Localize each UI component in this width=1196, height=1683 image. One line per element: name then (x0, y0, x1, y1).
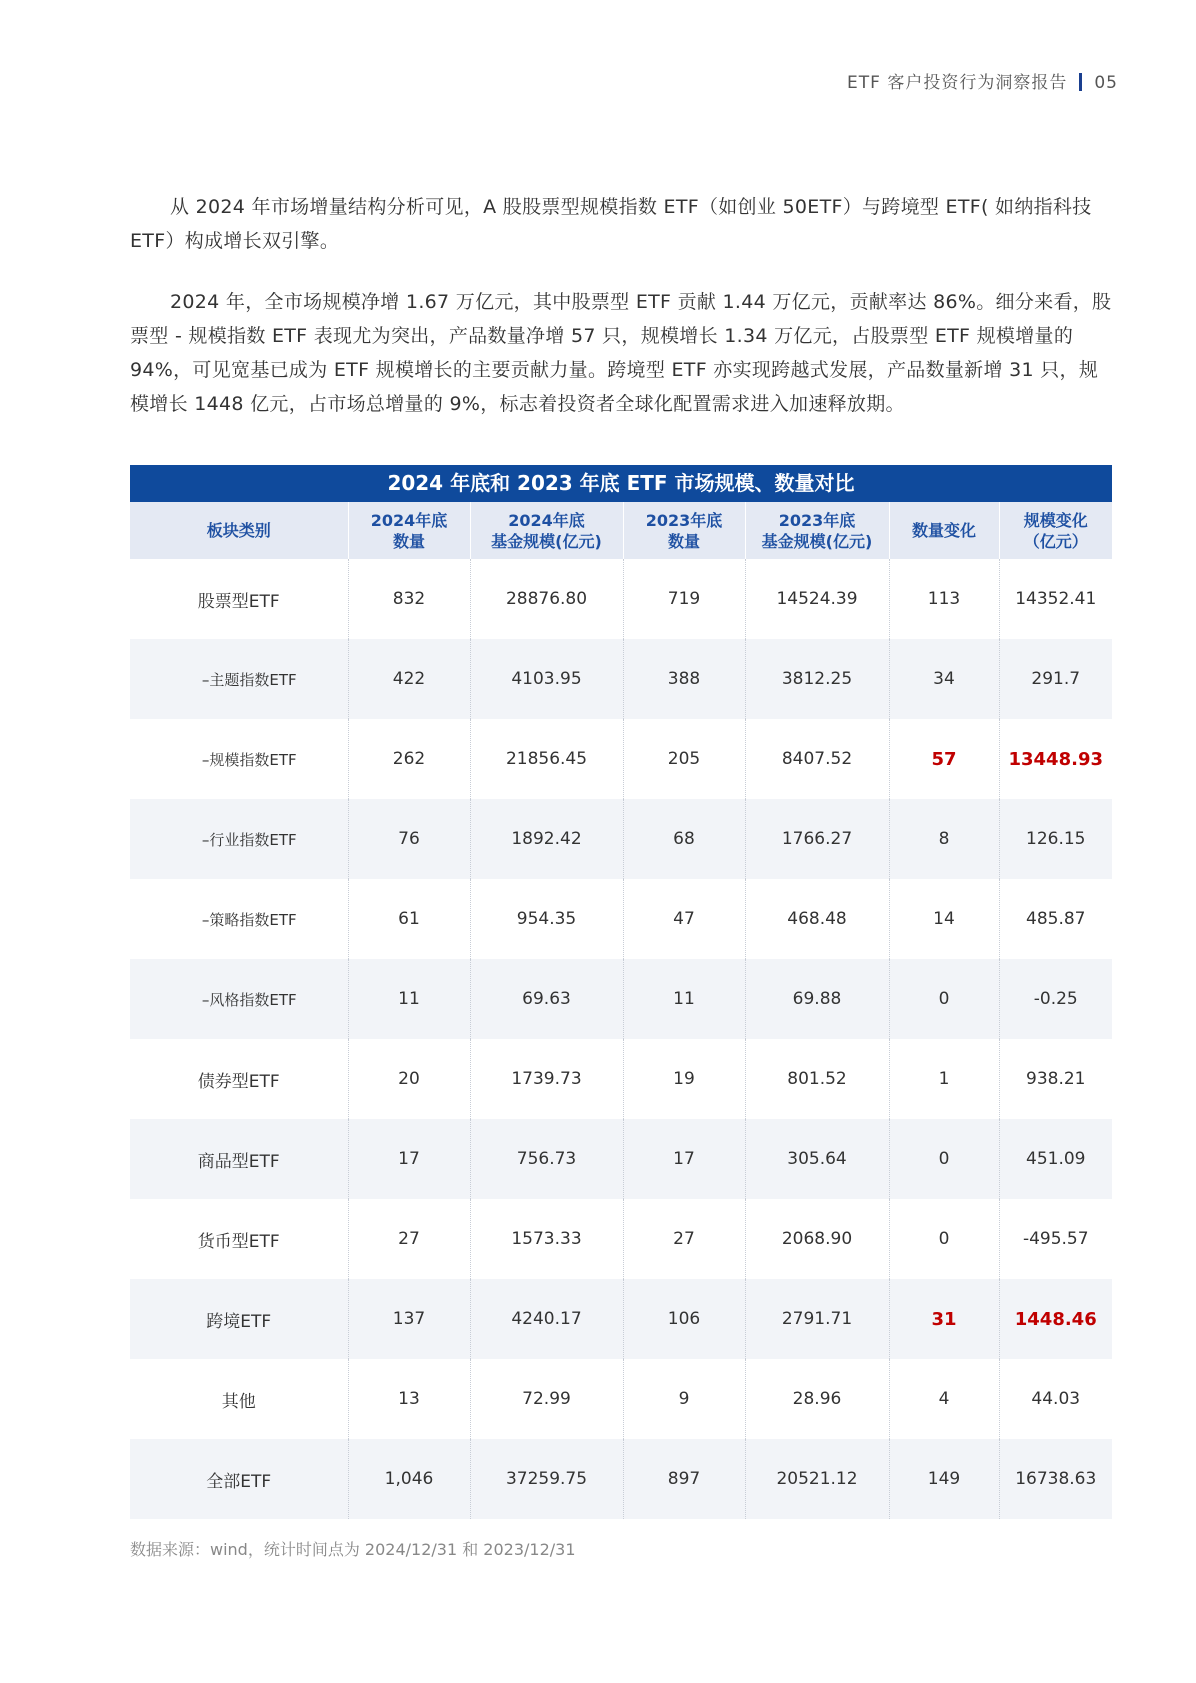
paragraph-2: 2024 年，全市场规模净增 1.67 万亿元，其中股票型 ETF 贡献 1.44 万亿元，贡献率达 86%。细分来看，股票型 - 规模指数 ETF 表现尤为突出，产品数量净增 57 只，规模增长 1.34 万亿元，占股票型 ETF 规模增量的 94%，可见宽基已成为 ETF 规模增长的主要贡献力量。跨境型 ETF 亦实现跨越式发展，产品数量新增 31 只，规模增长 1448 亿元，占市场总增量的 9%，标志着投资者全球化配置需求进入加速释放期。 (130, 291, 1112, 415)
value-cell: 305.64 (745, 1119, 889, 1199)
table-row (130, 959, 1112, 1039)
value-cell: 47 (623, 879, 745, 959)
table-header-row (130, 502, 1112, 559)
value-cell: 57 (889, 719, 999, 799)
column-header-line: 基金规模(亿元) (761, 531, 873, 551)
table-title: 2024 年底和 2023 年底 ETF 市场规模、数量对比 (130, 465, 1112, 502)
value-cell: 72.99 (470, 1359, 623, 1439)
value-cell: 17 (623, 1119, 745, 1199)
value-cell: 1 (889, 1039, 999, 1119)
value-cell: 801.52 (745, 1039, 889, 1119)
value-cell: 137 (348, 1279, 470, 1359)
value-cell: 149 (889, 1439, 999, 1519)
value-cell: 28.96 (745, 1359, 889, 1439)
value-cell: 832 (348, 559, 470, 639)
column-header (348, 502, 470, 559)
value-cell: 69.63 (470, 959, 623, 1039)
value-cell: 451.09 (999, 1119, 1112, 1199)
etf-comparison-table (130, 465, 1112, 1519)
table-row (130, 1199, 1112, 1279)
value-cell: 106 (623, 1279, 745, 1359)
column-header-line: （亿元） (1023, 531, 1088, 551)
column-header-line: 规模变化 (1023, 510, 1088, 530)
column-header-line: 2024年底 (508, 510, 585, 530)
table-row (130, 1439, 1112, 1519)
value-cell: 1739.73 (470, 1039, 623, 1119)
data-source-note: 数据来源：wind，统计时间点为 2024/12/31 和 2023/12/31 (130, 1540, 576, 1559)
table-row (130, 1279, 1112, 1359)
column-header-line: 2023年底 (645, 510, 723, 530)
category-cell: 商品型ETF (130, 1119, 348, 1199)
column-header-line: 基金规模(亿元) (491, 531, 602, 551)
value-cell: 3812.25 (745, 639, 889, 719)
value-cell: -495.57 (999, 1199, 1112, 1279)
column-header-line: 2023年底 (778, 510, 856, 530)
value-cell: 388 (623, 639, 745, 719)
table-row (130, 1119, 1112, 1199)
column-header-line: 数量 (392, 531, 425, 551)
value-cell: 13 (348, 1359, 470, 1439)
table-row (130, 879, 1112, 959)
category-cell: 其他 (221, 1391, 256, 1412)
value-cell: 16738.63 (999, 1439, 1112, 1519)
category-cell: 债券型ETF (197, 1071, 280, 1092)
value-cell: 13448.93 (999, 719, 1112, 799)
value-cell: 897 (623, 1439, 745, 1519)
table-row (130, 639, 1112, 719)
value-cell: 1766.27 (745, 799, 889, 879)
value-cell: 27 (348, 1199, 470, 1279)
value-cell: 205 (623, 719, 745, 799)
category-cell: –策略指数ETF (201, 910, 297, 929)
value-cell: 262 (348, 719, 470, 799)
paragraph-1: 从 2024 年市场增量结构分析可见，A 股股票型规模指数 ETF（如创业 50ETF）与跨境型 ETF( 如纳指科技 ETF）构成增长双引擎。 (130, 196, 1092, 252)
column-header (999, 502, 1112, 559)
category-cell: 货币型ETF (197, 1231, 280, 1252)
category-cell: –风格指数ETF (130, 959, 348, 1039)
page-number: 05 (1094, 73, 1118, 93)
value-cell: 20521.12 (745, 1439, 889, 1519)
value-cell: 4 (889, 1359, 999, 1439)
value-cell: 14524.39 (745, 559, 889, 639)
value-cell: 61 (348, 879, 470, 959)
value-cell: 11 (623, 959, 745, 1039)
value-cell: 719 (623, 559, 745, 639)
column-header-line: 数量变化 (911, 521, 976, 540)
category-cell: 跨境ETF (130, 1279, 348, 1359)
value-cell: 37259.75 (470, 1439, 623, 1519)
value-cell: 468.48 (745, 879, 889, 959)
value-cell: 291.7 (999, 639, 1112, 719)
value-cell: 954.35 (470, 879, 623, 959)
column-header-line: 板块类别 (206, 521, 271, 540)
value-cell: 422 (348, 639, 470, 719)
category-cell: –行业指数ETF (130, 799, 348, 879)
table-row (130, 1359, 1112, 1439)
value-cell: 8 (889, 799, 999, 879)
value-cell: 1573.33 (470, 1199, 623, 1279)
value-cell: 1,046 (348, 1439, 470, 1519)
value-cell: 21856.45 (470, 719, 623, 799)
table-row (130, 1039, 1112, 1119)
page-header (847, 68, 1118, 93)
column-header-line: 数量 (667, 531, 700, 551)
value-cell: 0 (889, 1119, 999, 1199)
value-cell: 69.88 (745, 959, 889, 1039)
value-cell: 20 (348, 1039, 470, 1119)
value-cell: 938.21 (999, 1039, 1112, 1119)
value-cell: 44.03 (999, 1359, 1112, 1439)
value-cell: 2068.90 (745, 1199, 889, 1279)
value-cell: 2791.71 (745, 1279, 889, 1359)
value-cell: 1448.46 (999, 1279, 1112, 1359)
column-header-line: 2024年底 (370, 510, 448, 530)
column-header (470, 502, 623, 559)
table-body (130, 559, 1112, 1519)
value-cell: 1892.42 (470, 799, 623, 879)
value-cell: 76 (348, 799, 470, 879)
value-cell: 0 (889, 959, 999, 1039)
table-row (130, 559, 1112, 639)
report-title: ETF 客户投资行为洞察报告 (847, 73, 1068, 93)
value-cell: 14352.41 (999, 559, 1112, 639)
value-cell: 31 (889, 1279, 999, 1359)
value-cell: 11 (348, 959, 470, 1039)
header-divider (1079, 73, 1082, 91)
value-cell: 9 (623, 1359, 745, 1439)
value-cell: 4240.17 (470, 1279, 623, 1359)
value-cell: 34 (889, 639, 999, 719)
category-cell: 全部ETF (130, 1439, 348, 1519)
table-row (130, 799, 1112, 879)
category-cell: –规模指数ETF (201, 750, 297, 769)
value-cell: 68 (623, 799, 745, 879)
column-header (130, 502, 348, 559)
value-cell: 14 (889, 879, 999, 959)
value-cell: 126.15 (999, 799, 1112, 879)
value-cell: 19 (623, 1039, 745, 1119)
value-cell: 4103.95 (470, 639, 623, 719)
value-cell: 28876.80 (470, 559, 623, 639)
value-cell: 485.87 (999, 879, 1112, 959)
category-cell: 股票型ETF (197, 591, 280, 612)
category-cell: –主题指数ETF (130, 639, 348, 719)
value-cell: 27 (623, 1199, 745, 1279)
column-header (623, 502, 745, 559)
value-cell: -0.25 (999, 959, 1112, 1039)
value-cell: 113 (889, 559, 999, 639)
column-header (889, 502, 999, 559)
value-cell: 8407.52 (745, 719, 889, 799)
value-cell: 756.73 (470, 1119, 623, 1199)
value-cell: 0 (889, 1199, 999, 1279)
column-header (745, 502, 889, 559)
table-row (130, 719, 1112, 799)
value-cell: 17 (348, 1119, 470, 1199)
